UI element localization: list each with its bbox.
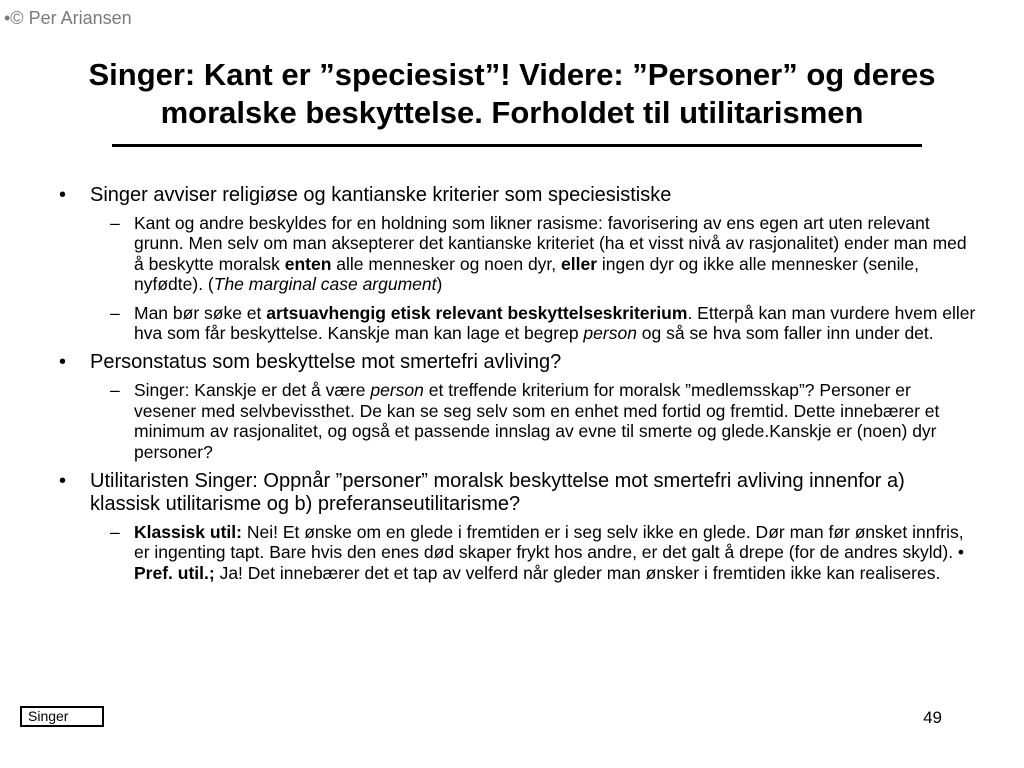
text-run: et treffende kriterium for moralsk ”medlemsskap”? Personer er vesener med selvbevissthet. De kan se seg selv som en enhet med fortid og fremtid. Dette innebærer et minimum av rasjonalitet, og også et passende innslag av evne til smerte og glede.Kanskje er (noen) dyr personer?: [134, 380, 940, 462]
dash-marker: –: [110, 213, 120, 233]
text-run: . Etterpå kan man vurdere hvem eller hva som får beskyttelse. Kanskje man kan lage et begrep: [134, 302, 976, 344]
slide-title-line-2: moralske beskyttelse. Forholdet til utilitarismen: [160, 95, 864, 130]
text-run: Kant og andre beskyldes for en holdning som likner rasisme: favorisering av ens egen art uten relevant grunn. Men selv om man aksepterer det kantianske kriteriet (ha et visst nivå av rasjonalitet) ender man med å beskytte moralsk: [134, 213, 967, 274]
text-run-italic: person: [370, 380, 424, 401]
dash-marker: –: [110, 302, 120, 323]
bullet-2-text: Personstatus som beskyttelse mot smertefri avliving?: [90, 351, 562, 374]
bullet-2: [56, 351, 976, 374]
bullet-marker: •: [59, 470, 67, 493]
title-underline: [112, 144, 922, 147]
slide-body: [56, 184, 976, 591]
text-run-italic: The marginal case argument: [213, 274, 437, 295]
sub-bullet-1-2: [110, 302, 976, 344]
text-run: ingen dyr og ikke alle mennesker (senile, nyfødte). (: [134, 253, 920, 295]
text-run: Singer: Kanskje er det å være: [134, 380, 371, 401]
dash-marker: –: [110, 380, 120, 401]
text-run: og så se hva som faller inn under det.: [636, 323, 934, 344]
bullet-1-text: Singer avviser religiøse og kantianske kriterier som speciesistiske: [90, 184, 672, 206]
dash-marker: –: [110, 522, 120, 543]
bullet-3-text: Utilitaristen Singer: Oppnår ”personer” moralsk beskyttelse mot smertefri avliving innenfor a) klassisk utilitarisme og b) preferanseutilitarisme?: [90, 470, 905, 516]
text-run-bold: Klassisk util:: [134, 522, 242, 543]
sub-bullet-2-1: [110, 380, 976, 462]
footer-label-box: [20, 706, 104, 727]
sub-bullet-1-1: [110, 213, 976, 295]
bullet-1: [56, 184, 976, 207]
text-run: Ja! Det innebærer det et tap av velferd når gleder man ønsker i fremtiden ikke kan realiseres.: [214, 562, 941, 583]
sub-bullet-3-1: [110, 522, 976, 583]
slide-title-line-1: Singer: Kant er ”speciesist”! Videre: ”Personer” og deres: [88, 57, 936, 92]
text-run-bold: artsuavhengig etisk relevant beskyttelseskriterium: [266, 302, 688, 323]
text-run-bold: Pref. util.;: [134, 562, 215, 583]
text-run: ): [436, 274, 443, 295]
text-run: Nei! Et ønske om en glede i fremtiden er i seg selv ikke en glede. Dør man før ønsket innfris, er ingenting tapt. Bare hvis den enes død skaper frykt hos andre, er det galt å drepe (for de andres skyld). •: [134, 522, 965, 563]
page-number: 49: [923, 708, 942, 727]
text-run: alle mennesker og noen dyr,: [331, 253, 562, 274]
footer-label: Singer: [28, 708, 69, 724]
text-run-bold: eller: [561, 253, 598, 274]
bullet-marker: •: [59, 184, 67, 206]
copyright-notice: •© Per Ariansen: [4, 8, 132, 28]
bullet-3: [56, 470, 976, 516]
slide-title: [20, 56, 1004, 132]
text-run-bold: enten: [284, 253, 332, 274]
bullet-marker: •: [59, 351, 67, 374]
text-run: Man bør søke et: [134, 302, 267, 323]
text-run-italic: person: [583, 323, 637, 344]
